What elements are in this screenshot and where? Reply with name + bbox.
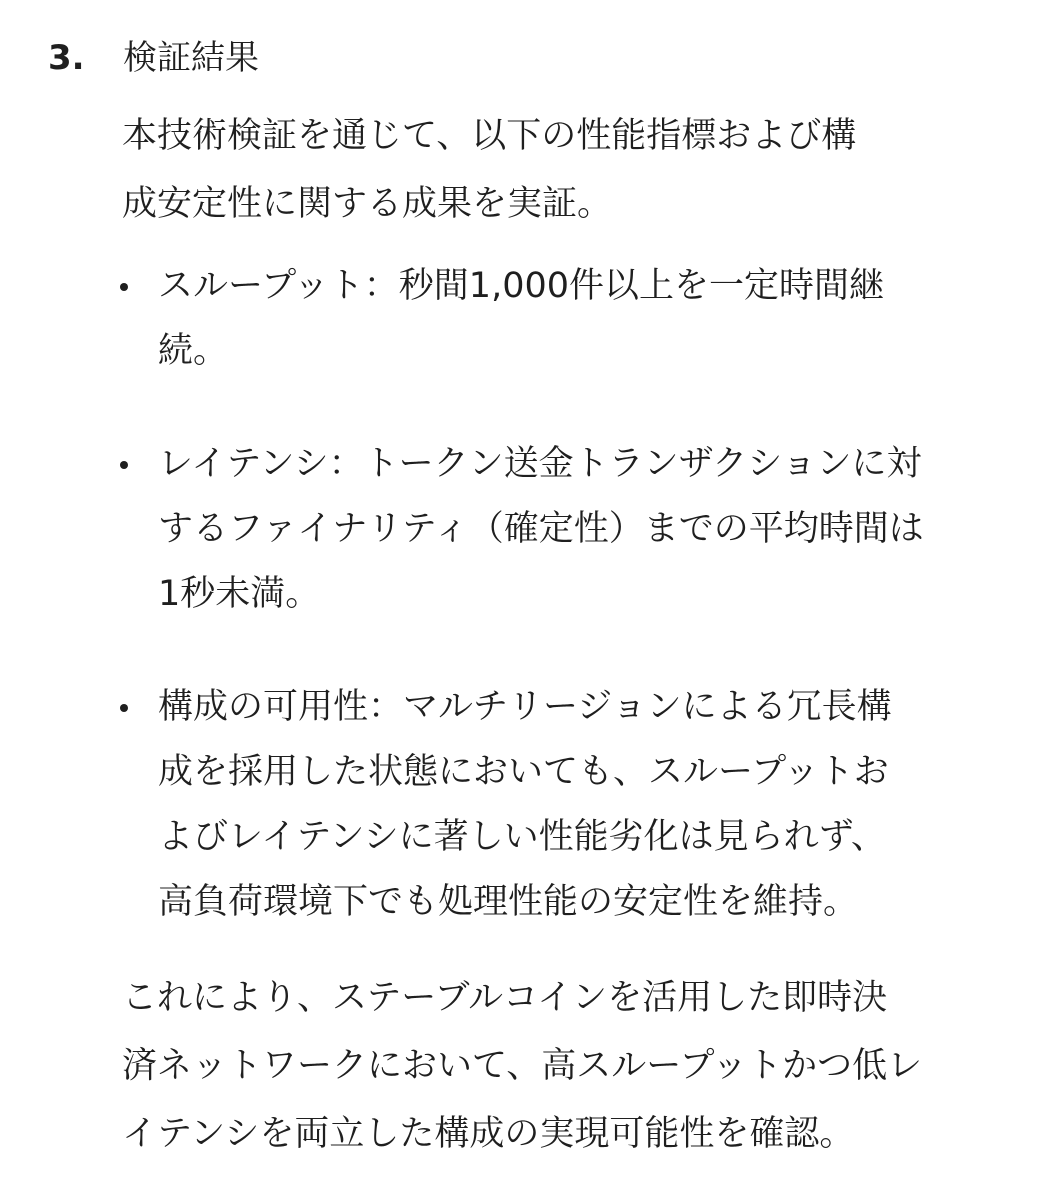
list-item-line: 1秒未満。 [158,574,321,614]
list-item-throughput [112,254,1002,384]
list-item-line: 続。 [158,331,229,371]
list-item-line: 高負荷環境下でも処理性能の安定性を維持。 [158,882,859,922]
bullet-dot-icon [120,461,128,469]
list-item-line: 構成の可用性：マルチリージョンによる冗長構 [158,687,892,727]
bullet-dot-icon [120,704,128,712]
results-list [112,254,1002,983]
section-title: 検証結果 [123,38,259,78]
intro-paragraph [122,102,1002,238]
intro-line: 本技術検証を通じて、以下の性能指標および構 [122,116,857,156]
list-item-line: スループット：秒間1,000件以上を一定時間継 [158,266,884,306]
list-item-availability [112,675,1002,935]
intro-line: 成安定性に関する成果を実証。 [122,184,613,224]
bullet-dot-icon [120,283,128,291]
list-item-line: 成を採用した状態においても、スループットお [158,752,889,792]
section-number: 3. [48,38,85,78]
closing-line: イテンシを両立した構成の実現可能性を確認。 [122,1114,855,1154]
closing-line: これにより、ステーブルコインを活用した即時決 [122,978,888,1018]
list-item-line: よびレイテンシに著しい性能劣化は見られず、 [158,817,886,857]
list-item-line: レイテンシ：トークン送金トランザクションに対 [158,444,922,484]
list-item-latency [112,432,1002,627]
closing-line: 済ネットワークにおいて、高スループットかつ低レ [122,1046,923,1086]
closing-paragraph [122,964,1012,1168]
list-item-line: するファイナリティ（確定性）までの平均時間は [158,509,924,549]
